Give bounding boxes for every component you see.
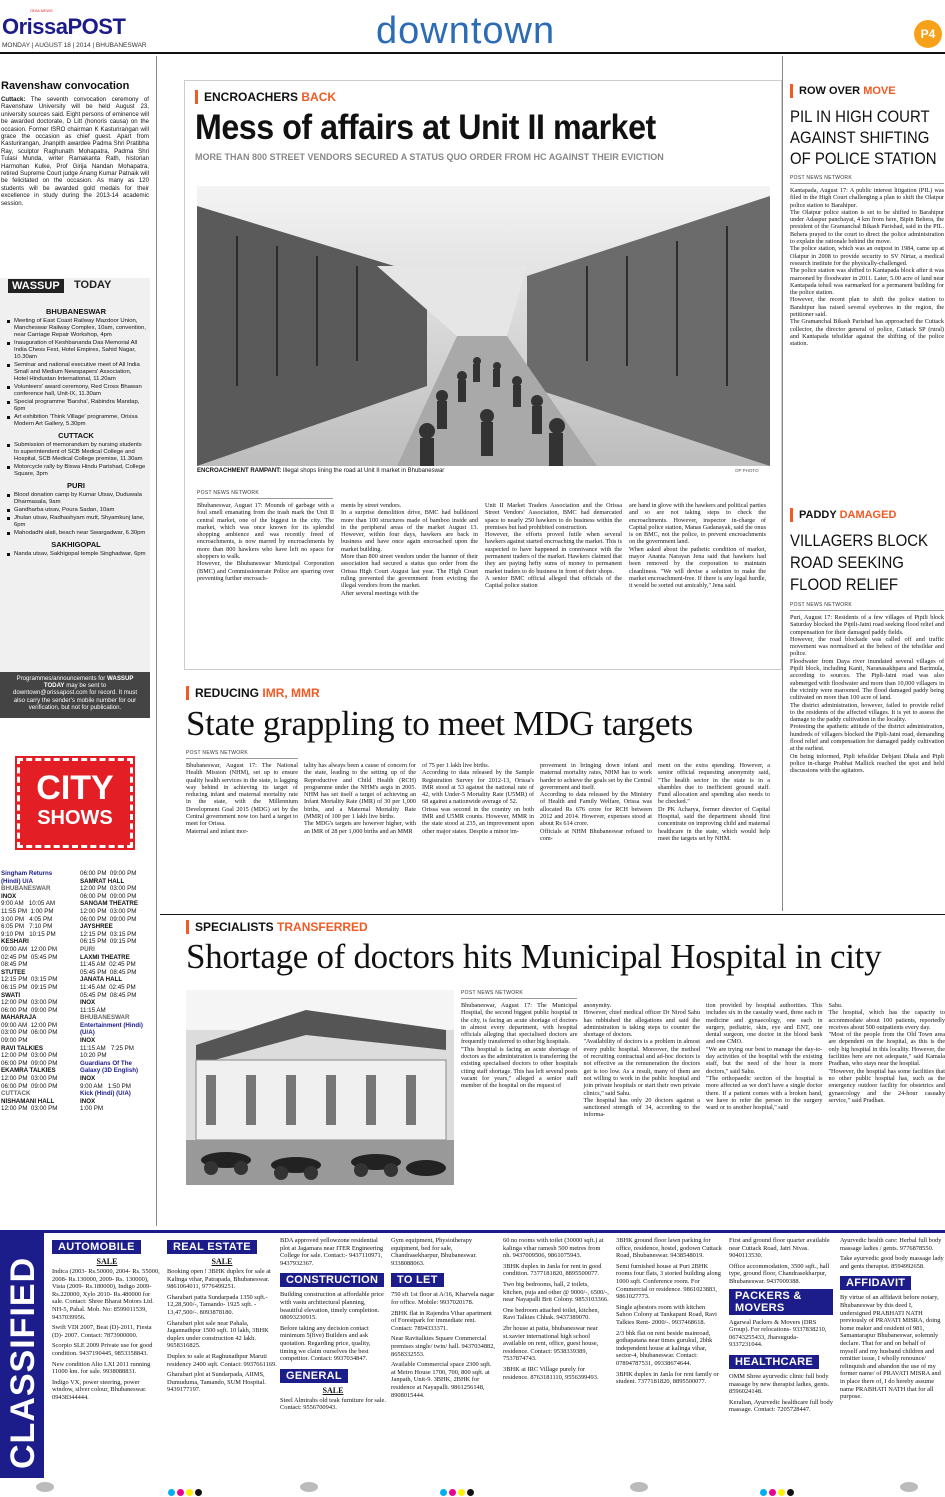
showtime: 08:45 PM <box>1 961 28 969</box>
masthead <box>0 0 945 52</box>
unit2-caption: ENCROACHMENT RAMPANT: Illegal shops lining the road at Unit II market in Bhubaneswar <box>197 468 445 474</box>
showtime: 12:00 PM 03:00 PM <box>80 907 137 915</box>
cls-col6 <box>616 1237 722 1389</box>
showtime: 11:45 AM 02:45 PM <box>80 983 136 991</box>
classified-ad: Agarwal Packers & Movers (DRS Group). For relocations- 9337838210, 06743255433, Jharsuguda- 9337231044. <box>729 1318 827 1349</box>
movie-title: Singham Returns (Hindi) U/A <box>1 870 53 885</box>
wassup-city: SAKHIGOPAL <box>51 540 101 549</box>
wassup-item: Special programme 'Barsha', Rabindra Mandap, 6pm <box>6 399 146 413</box>
unit2-kicker: ENCROACHERS BACK <box>195 90 770 104</box>
showtime: 06:15 PM 09:15 PM <box>80 938 137 946</box>
showtime: 05:45 PM 08:45 PM <box>80 991 137 999</box>
cls-construction: BDA approved yellowzone residential plot at Jagamara near ITER Engineering College for sale. Contact:- 9437110971, 9437932367. CONSTRUCTION Building construction at affordable price with vastu architectural planning, beautiful elevation, timely completion. 08093230915. Before taking any decision contact minimum 5(five) Builders and ask quotation. Regarding price, quality, timing we claim ourselves the best competitor. Contact: 9937034847. GENERAL SALE Steel Almirahs old teak furniture for sale. Contact: 9556700943. <box>280 1237 386 1412</box>
mdg-headline: State grappling to meet MDG targets <box>186 704 693 743</box>
classified-ad: Gharabari plot at Sundarpada, AIIMS, Dumuduma, Tamando, SUM Hospital. 9439177197. <box>167 1371 266 1394</box>
classified-ad: Indica (2003- Rs.50000, 2004- Rs. 55000, 2008- Rs.130000, 2009- Rs. 130000), Vista (2009- Rs.180000), Indigo 2009- Rs.220000, Xylo 2010- Rs.480000 for sale. Contact: Shree Bharat Motors Ltd. NH-5, Pahal. Mob. No: 8599011539, 9437039956. <box>52 1268 160 1321</box>
showtime: 02:45 PM 05:45 PM <box>1 953 58 961</box>
wassup-item: Mahodadhi alati, beach near Swargadwar, 6.30pm <box>6 530 146 537</box>
unit2-headline: Mess of affairs at Unit II market <box>195 108 656 147</box>
wassup-item: Volunteers' award ceremony, Red Cross Bhawan conference hall, Unit-IX, 11.30am <box>6 384 146 398</box>
classified-ad: By virtue of an affidavit before notary, Bhubaneswar by this deed I, undersigned PRABHATI NATH previously of PRAVATI MISRA, doing home maker and resident of 981, Samantarapur Bhubaneswar, solemnly declare. That for and on behalf of myself and my husband children and remitter issue, I wholly renounce/ relinquish and abandon the use of my former name/ of PRAVATI MISRA and in place there of, I do hereby assume name PRABHATI NATH that for all purpose. <box>840 1294 941 1401</box>
showtime: 06:00 PM 09:00 PM <box>1 1006 58 1014</box>
showtime: 1:00 PM <box>80 1105 104 1113</box>
showtime: 12:00 PM 03:00 PM <box>1 999 58 1007</box>
classified-ad: Take ayurvedic good body massage lady and gents therapist. 8594992658. <box>840 1255 944 1270</box>
showtime: 06:15 PM 09:15 PM <box>1 983 58 991</box>
wassup-item: Gandharba utsav, Poura Sadan, 10am <box>6 507 146 514</box>
paper-tagline: ODIA NEWS <box>30 8 53 13</box>
wassup-label: WASSUP <box>8 279 64 293</box>
showtime: 11:45 AM 02:45 PM <box>80 961 136 969</box>
showtime: 9:10 PM 10:15 PM <box>1 930 56 938</box>
classified-ad: Available Commercial space 2300 sqft. at Metro House 1700, 700, 800 sqft. at Janpath, Unit-9. 3BHK, 2BHK for residence at Nayapalli. 9861256148, 8908015444. <box>391 1361 492 1399</box>
cls-tolet: Gym equipment, Physiotherapy equipment, bed for sale, Chandrasekharpur, Bhubaneswar. 9338088063. TO LET 750 sft 1st floor at A/16, Kharvela nagar for office. Mobile: 9937020178. 2BHK flat in Rajendra Vihar apartment of Forestpark for immediate rent. Contact: 7894333371. Near Ravitalkies Square Commercial premises single/ twin/ hall. 9437034882, 8658332553. Available Commercial space 2300 sqft. at Metro House 1700, 700, 800 sqft. at Janpath, Unit-9. 3BHK, 2BHK for residence at Nayapalli. 9861256148, 8908015444. <box>391 1237 496 1399</box>
classified-ad: OMM Shree ayurvedic clinic full body massage by new therapist ladies, gents. 8596024148. <box>729 1372 830 1396</box>
pil-kicker: ROW OVER MOVE <box>790 84 944 98</box>
wassup-note: Programmes/announcements for WASSUP TODAY may be sent to downtown@orissapost.com for record. It must also carry the sender's mobile number for our verification, but not for publication. <box>0 672 150 718</box>
theatre-name: RAVI TALKIES <box>1 1044 44 1052</box>
classified-ad: Two big bedrooms, hall, 2 toilets, kitchen, puja and other @ 9000/-, 6500/-, near Nayapalli Brit Colony. 9853103366. <box>503 1280 609 1304</box>
classified-ad: Before taking any decision contact minimum 5(five) Builders and ask quotation. Regarding price, quality, timing we claim ourselves the best competitor. Contact: 9937034847. <box>280 1324 371 1363</box>
doctors-photo <box>186 990 454 1185</box>
classified-ad: Booking open ! 3BHK duplex for sale at Kalinga vihar, Patrapada, Bhubaneswar. 9861064011, 9776499251. <box>167 1268 271 1291</box>
showtime: 12:15 PM 03:15 PM <box>80 930 137 938</box>
wassup-item: Motorcycle rally by Biswa Hindu Parishad, College Square, 3pm <box>6 464 146 478</box>
theatre-name: EKAMRA TALKIES <box>1 1067 56 1075</box>
theatre-name: JANATA HALL <box>80 976 123 984</box>
wassup-item: Meeting of East Coast Railway Mazdoor Union, Mancheswar Railway Complex, 10am, convention, near Carriage Repair Workshop, 4pm <box>6 318 146 339</box>
classified-ad: 2BHK flat in Rajendra Vihar apartment of Forestpark for immediate rent. Contact: 7894333371. <box>391 1309 492 1332</box>
paddy-kicker: PADDY DAMAGED <box>790 508 944 522</box>
city-name: PURI <box>80 945 95 953</box>
wassup-item: Jhulan utsav, Radhashyam mutt, Shyamkunj lane, 6pm <box>6 515 146 529</box>
city-shows <box>0 758 150 1113</box>
classified-ad: Keralian, Ayurvedic healthcare full body massage. Contact: 7205728447. <box>729 1398 833 1414</box>
classified-ad: 2br house at patia, bhubaneswar near st.xavier international high school available on rent, office, guest house, residence. Contact: 9538339389, 7537874743. <box>503 1324 599 1363</box>
wassup-list <box>6 304 146 559</box>
wassup-city: PURI <box>67 481 85 490</box>
showtime: 05:45 PM 08:45 PM <box>80 968 137 976</box>
movie-title: Entertainment (Hindi) (U/A) <box>80 1021 143 1037</box>
doctors-headline: Shortage of doctors hits Municipal Hospital in city <box>186 937 882 976</box>
theatre-name: INOX <box>80 1097 96 1105</box>
wassup-item: Submission of memorandum by nursing students to superintendent of SCB Medical College and Hospital, SCB Medical College premise, 11.30am <box>6 442 146 463</box>
city-shows-logo: CITY SHOWS <box>17 758 133 848</box>
showtime: 06:00 PM 09:00 PM <box>1 1059 58 1067</box>
classified-ad: Office accommodation, 3500 sqft., hall type, ground floor, Chandrasekharpur, Bhubaneswar. 9437009388. <box>729 1262 830 1285</box>
brief-body: Cuttack: The seventh convocation ceremony of Ravenshaw University will be held August 23, university sources said. Eight persons of eminence will be awarded doctorate, D Litt (honoris causa) on the occasion. Former ISRO chairman K Kasturirangan will grace the occasion as chief guest. Apart from Kasturirangan, Jnanpith awardee Padma Shri Pratibha Ray, sculptor Raghunath Mohapatra, Padma Shri Tulasi Munda, writer Ramakanta Rath, historian Harmohan Kulke, Prof Girija Nandan Mohapatra, retired Supreme Court judge Anang Kumar Patnaik will be felicitated on the occasion. As many as 120 students will be awarded gold medals for their excellence in study during the 2013-14 academic session. <box>1 96 149 207</box>
classified-ad: 3BHK duplex in Janla for rent in good condition. 7377181820, 8895500077. <box>503 1262 602 1278</box>
classified-ad: Semi furnished house at Puri 2BHK rooms four flats, 3 storied building along 1000 sqft. Conference room. For Commercial or residence. 9861023883, 9861027773. <box>616 1262 721 1301</box>
today-label: TODAY <box>74 279 112 291</box>
dateline: MONDAY | AUGUST 18 | 2014 | BHUBANESWAR <box>2 42 147 49</box>
city-name: BHUBANESWAR <box>1 885 51 893</box>
wassup-item: Seminar and national executive meet of All India Small and Medium Newspapers' Association, Hotel Hindustan International, 11.20am <box>6 362 146 383</box>
classified-ad: Gharabari plot sale near Pahala, Jagannathpur 1500 sqft. 10 lakh, 3BHK duplex under construction 42 lakh. 9658316825. <box>167 1319 269 1350</box>
theatre-name: MAHARAJA <box>1 1014 37 1022</box>
city-name: CUTTACK <box>1 1090 31 1098</box>
classified-ad: Single ajbestors room with kitchen Sahoo Colony at Tankapani Road, Ravi Talkies Rent- 2000/-. 9937468618. <box>616 1303 717 1326</box>
wassup-city: CUTTACK <box>58 431 94 440</box>
showtime: 3:00 PM 4:05 PM <box>1 915 53 923</box>
theatre-name: SAMRAT HALL <box>80 877 125 885</box>
classified-ad: 3BHK ground floor lawn parking for office, residence, hostel, godown Cuttack Road, Bhubaneswar. 9438548019. <box>616 1237 722 1260</box>
classified-ad: One bedroom attached toilet, kitchen, Ravi Talkies Chhak. 9437389070. <box>503 1306 600 1322</box>
showtime: 12:15 PM 03:15 PM <box>1 976 58 984</box>
classified-ad: 3BHK at IRC Village purely for residence. 8763181110, 9556399493. <box>503 1365 599 1381</box>
movie-title: Kick (Hindi) (U/A) <box>80 1090 131 1098</box>
classified-label: CLASSIFIED <box>4 1256 42 1469</box>
showtime: 06:00 PM 09:00 PM <box>80 915 137 923</box>
doctors-story <box>186 920 944 978</box>
classified-ad: 60 no rooms with toilet (30000 sqft.) at kalinga vihar ramesh 500 metres from nh. 9437009506, 9861075943. <box>503 1237 604 1260</box>
paddy-headline: VILLAGERS BLOCK ROAD SEEKING FLOOD RELIEF <box>790 531 929 594</box>
showtime: 6:05 PM 7:10 PM <box>1 923 53 931</box>
classified-ad: New condition Alto LXI 2011 running 11000 km. for sale. 9938088831. <box>52 1360 151 1376</box>
doctors-body: POST NEWS NETWORK Bhubaneswar, August 17: The Municipal Hospital, the second biggest public hospital in the city, is facing an acute shortage of doctors in almost every department, with hospital officials alleging that specialised doctors are frequently transferred to other big hospitals. "This hospital is facing an acute shortage of doctors as the administration is transferring the existing specialised doctors to other hospitals citing staff shortage. This has left several posts vacant for years," alleged a senior staff member of the hospital on the request of anonymity. However, chief medical officer Dr Nirod Sahu has rubbished the allegations and said the administration is taking steps to counter the shortage of doctors. "Availability of doctors is a problem in almost every public hospital. Moreover, the method of recruiting contractual and ad-hoc doctors is not effective as the remuneration the doctors get is too low. As a result, many of them are not willing to work in the public hospital and join private hospitals or start their own private clinics," said Sahu. The hospital has only 20 doctors against a sanctioned strength of 34, according to the informa- tion provided by hospital authorities. This includes six in the casualty ward, three each in medicine and gynaecology, one each in surgery, pediatric, skin, eye and ENT, one dental surgeon, one doctor in the blood bank and one CMO. "We are trying our best to manage the day-to-day activities of the hospital with the existing staff, but the need of the hour is more doctors," said Sahu. "The orthopaedic section of the hospital is more affected as we don't have a single doctor there. If a patient comes with a broken hand, we have to refer the person to the surgery ward or to another hospital," said Sahu. The hospital, which has the capacity to accommodate about 100 patients, reportedly receives about 500 outpatients every day. "Most of the people from the Old Town area are dependent on the hospital, as this is the only big hospital in this locality. However, the facilities here are not adequate," said Kamala Pradhan, who stays near the hospital. "However, the hospital has some facilities that no other public hospital has, such as the emergency outdoor facility for obstetrics and gynaecology and the 24-hour casualty service," said Pradhan. <box>461 990 945 1119</box>
theatre-name: LAXMI THEATRE <box>80 953 130 961</box>
movie-title: Guardians Of The Galaxy (3D English) <box>80 1059 139 1075</box>
mdg-kicker: REDUCING IMR, MMR <box>186 686 776 700</box>
wassup-box <box>0 278 150 718</box>
showtime: 03:00 PM 06:00 PM <box>1 1029 58 1037</box>
mdg-story: REDUCING IMR, MMR State grappling to meet MDG targets POST NEWS NETWORK Bhubaneswar, August 17: The National Health Mission (NHM), set up to ensure quality health services in the state, is lagging way behind in achieving its target of reducing infant and maternal mortality rate in the state, with the Millennium Development Goal 2015 (MDG) set by the Central government now too hard a target to meet for Orissa. Maternal and infant mor- tality has always been a cause of concern for the state, leading to the setting up of the Reproductive and Child Health (RCH) programme under the NHM's aegis in 2005. NHM has set itself a target of achieving an Infant Mortality Rate (IMR) of 30 per 1,000 births, and a Maternal Mortality Rate (MMR) of 100 per 1 lakh live births. The MDG's targets are however higher, with an IMR of 28 per 1,000 births and an MMR of 75 per 1 lakh live births. According to data released by the Sample Registration Survey for 2012-13, Orissa's IMR stood at 53 against the national rate of 42, with Under-5 Mortality Rate (U5MR) of 68 against a nationwide average of 52. Orissa was second in the country on both IMR and U5MR counts. However, MMR in the state stood at 235, an improvement upon other major states. Despite a minor im- provement in bringing down infant and maternal mortality rates, NHM has to work harder to achieve the goals set by the Central government and itself. According to data released by the Ministry of Health and Family Welfare, Orissa was allocated Rs 676 crore for RCH between 2012 and 2014. However, expenses stood at about Rs 614 crore. Officials at NHM Bhubaneswar refused to com- ment on the extra spending. However, a senior official requesting anonymity said, "The health sector in the state is in a shambles due to inefficient ground staff. Fund allocation and spending also needs to be checked." Dr PK Acharya, former director of Capital Hospital, said the department should first concentrate on improving child and maternal healthcare in the state, which would help meet the targets set by NHM. <box>186 686 776 842</box>
classified-ad: 750 sft 1st floor at A/16, Kharvela nagar for office. Mobile: 9937020178. <box>391 1291 495 1306</box>
theatre-name: JAYSHREE <box>80 923 113 931</box>
classified-ad: Gharabari patta Sundarpada 1350 sqft.- 12,28,500/-, Tamando- 1925 sqft. - 13,47,500/-. 8093878180. <box>167 1293 268 1316</box>
showtime: 9:00 AM 10:05 AM <box>1 900 56 908</box>
page-number: P4 <box>914 20 942 48</box>
classified-ad: Steel Almirahs old teak furniture for sale. Contact: 9556700943. <box>280 1396 386 1412</box>
cls-automobile: AUTOMOBILE SALE Indica (2003- Rs.50000, 2004- Rs. 55000, 2008- Rs.130000, 2009- Rs. 130000), Vista (2009- Rs.180000), Indigo 2009- Rs.220000, Xylo 2010- Rs.480000 for sale. Contact: Shree Bharat Motors Ltd. NH-5, Pahal. Mob. No: 8599011539, 9437039956. Swift VDI 2007, Beat (D)-2011, Fiesta (D)- 2007. Contact: 7873900000. Scorpio SLE 2009 Private use for good condition. 9437190445, 9853358843. New condition Alto LXI 2011 running 11000 km. for sale. 9938088831. Indigo VX, power steering, power window, silver colour, Bhubaneswar. 09438344444. <box>52 1237 162 1405</box>
paper-logo: OrissaPOST <box>2 14 126 39</box>
cls-col7: First and ground floor quarter available near Cuttack Road, Jatri Nivas. 9040113530. Office accommodation, 3500 sqft., hall type, ground floor, Chandrasekharpur, Bhubaneswar. 9437009388. PACKERS & MOVERS Agarwal Packers & Movers (DRS Group). For relocations- 9337838210, 06743255433, Jharsuguda- 9337231044. HEALTHCARE OMM Shree ayurvedic clinic full body massage by new therapist ladies, gents. 8596024148. Keralian, Ayurvedic healthcare full body massage. Contact: 7205728447. <box>729 1237 833 1414</box>
showtime: 06:00 PM 09:00 PM <box>1 1082 58 1090</box>
cls-col5 <box>503 1237 609 1384</box>
theatre-name: STUTEE <box>1 968 26 976</box>
showtime: 12:00 PM 03:00 PM <box>80 885 137 893</box>
theatre-name: SANGAM THEATRE <box>80 900 138 908</box>
showtime: 11:55 PM 1:00 PM <box>1 907 54 915</box>
pil-story: ROW OVER MOVE PIL IN HIGH COURT AGAINST SHIFTING OF POLICE STATION POST NEWS NETWORK Kantapada, August 17: A public interest litigation (PIL) was filed in the High Court challenging a plan to shift the Olatpur police station to Barahipur. The Olatpur police station is set to be shifted to Barahipur under Adaspur panchayat, 4 km from here, Bipin Behera, the president of the Gramanchal Bikash Parishad, said in the PIL. Behera prayed to the court to direct the police administration to explain the rationale behind the move. The police station, which was an outpost in 1984, came up at Olatpur in 2008 to provide security to SV Nirtar, a medical research institute for the physically-challenged. The police station was shifted to Kantapada block after it was marooned by floodwater in 2011. Later, 5.00 acre of land near Kantapada tehsil was earmarked for a permanent building for the police station. However, the recent plan to shift the police station to Barahipur has raised several eyebrows in the region, the petitioner said. The Gramanchal Bikash Parishad has approached the Cuttack collector, the director general of police, Cuttack SP (rural) and Kantapada tehsildar against the shifting of the police station. <box>790 85 944 348</box>
brief-title: Ravenshaw convocation <box>1 80 130 92</box>
classified-ad: First and ground floor quarter available near Cuttack Road, Jatri Nivas. 9040113530. <box>729 1237 830 1260</box>
unit2-frame <box>184 80 782 670</box>
classified-ad: Scorpio SLE 2009 Private use for good condition. 9437190445, 9853358843. <box>52 1342 153 1357</box>
cls-col8: Ayurvedic health care: Herbal full body massage ladies / gents. 9776878550. Take ayurvedic good body massage lady and gents therapist. 8594992658. AFFIDAVIT By virtue of an affidavit before notary, Bhubaneswar by this deed I, undersigned PRABHATI NATH previously of PRAVATI MISRA, doing home maker and resident of 981, Samantarapur Bhubaneswar, solemnly declare. That for and on behalf of myself and my husband children and remitter issue, I wholly renounce/ relinquish and abandon the use of my former name/ of PRAVATI MISRA and in place there of, I do hereby assume name PRABHATI NATH that for all purpose. <box>840 1237 944 1401</box>
showtime: 10:20 PM <box>80 1052 107 1060</box>
showtime: 09:00 PM <box>1 1037 28 1045</box>
theatre-name: INOX <box>80 1037 96 1045</box>
showtime: 06:00 PM 09:00 PM <box>80 870 137 877</box>
showtime: 11:15 AM 7:25 PM <box>80 1044 134 1052</box>
unit2-body: POST NEWS NETWORK Bhubaneswar, August 17: Mounds of garbage with a foul smell emanating from the trash mark the Unit II central market, one of the biggest in the city. The market, which was once known for its splendid shopping ambience and was recently freed of encroachments, is now marred by encroachments by more than 800 hawkers who have left no space for shoppers to walk. However, the Bhubaneswar Municipal Corporation (BMC) and Commissionerate Police are sparring over preventing further encroach- ments by street vendors. In a surprise demolition drive, BMC had bulldozed more than 100 structures made of bamboo inside and in the peripheral areas of the market August 13. However, within four days, hawkers are back in business and have once again encroached upon the market building. More than 800 street vendors under the banner of their association had secured a status quo order from the Orissa High Court August last year. The High Court ruling prevented the government from evicting the illegal vendors from the market. After several meetings with the Unit II Market Traders Association and the Orissa Street Vendors' Association, BMC had demarcated space to nearly 250 hawkers to do business within the premises but had prohibited construction. However, the efforts proved futile when several hawkers against started encroaching the market. This is suspected to have happened in connivance with the permanent traders of the market. Hawkers claimed that they are paying hefty sums of money to permanent market traders to do business in front of their shops. A senior BMC official alleged that officials of the Capital police station are hand in glove with the hawkers and political parties and so are not taking steps to check the encroachments. However, inspector in-charge of Capital police station, Manas Gadanayak, said the onus is on BMC, not the police, to prevent encroachments on the government land. When asked about the pathetic condition of market, mayor Ananta Narayan Jena said that hawkers had been removed by the corporation to maintain cleanliness. "We will devise a solution to make the market encroachment-free. If there is any legal hurdle, it would be sorted out amicably," Jena said. <box>197 490 766 597</box>
showtime: 09:00 AM 12:00 PM <box>1 945 58 953</box>
unit2-deck: MORE THAN 800 STREET VENDORS SECURED A STATUS QUO ORDER FROM HC AGAINST THEIR EVICTION <box>195 152 664 162</box>
classified-ad: Building construction at affordable price with vastu architectural planning, beautiful elevation, timely completion. 08093230915. <box>280 1291 384 1322</box>
classified-ad: Ayurvedic health care: Herbal full body massage ladies / gents. 9776878550. <box>840 1237 942 1252</box>
classified-ad: Swift VDI 2007, Beat (D)-2011, Fiesta (D)- 2007. Contact: 7873900000. <box>52 1324 152 1339</box>
pil-headline: PIL IN HIGH COURT AGAINST SHIFTING OF POLICE STATION <box>790 107 937 168</box>
theatre-name: KESHARI <box>1 938 29 946</box>
showtimes-left <box>1 870 73 1113</box>
wassup-item: Inauguration of Keshbananda Das Memorial All India Chess Fest, Hotel Empires, Sahid Nagar, 10.30am <box>6 340 146 361</box>
classified-ad: Duplex to sale at Raghunathpur Maruti residency 2400 sqft. Contact: 9937661169. <box>167 1352 277 1368</box>
theatre-name: INOX <box>1 892 17 900</box>
ravenshaw-brief <box>1 80 149 207</box>
classified-band <box>0 1230 945 1475</box>
wassup-city: BHUBANESWAR <box>46 307 106 316</box>
showtime: 06:00 PM 09:00 PM <box>80 892 137 900</box>
classified-ad: Indigo VX, power steering, power window, silver colour, Bhubaneswar. 09438344444. <box>52 1378 147 1401</box>
showtime: 9:00 AM 1:50 PM <box>80 1082 131 1090</box>
cls-realestate: REAL ESTATE SALE Booking open ! 3BHK duplex for sale at Kalinga vihar, Patrapada, Bhubaneswar. 9861064011, 9776499251. Gharabari patta Sundarpada 1350 sqft.- 12,28,500/-, Tamando- 1925 sqft. - 13,47,500/-. 8093878180. Gharabari plot sale near Pahala, Jagannathpur 1500 sqft. 10 lakh, 3BHK duplex under construction 42 lakh. 9658316825. Duplex to sale at Raghunathpur Maruti residency 2400 sqft. Contact: 9937661169. Gharabari plot at Sundarpada, AIIMS, Dumuduma, Tamando, SUM Hospital. 9439177197. <box>167 1241 277 1394</box>
showtime: 12:00 PM 03:00 PM <box>1 1052 58 1060</box>
classified-ad: 2/3 bhk flat on rent beside mainroad, gothapatana near times gurukul, 2bhk independent house at kalinga vihar, sector-4, bhubaneswar. Contact: 07894787531, 09338674644. <box>616 1329 713 1367</box>
theatre-name: INOX <box>80 1075 96 1083</box>
classified-ad: Near Ravitalkies Square Commercial premises single/ twin/ hall. 9437034882, 8658332553. <box>391 1335 496 1358</box>
doctors-kicker: SPECIALISTS TRANSFERRED <box>186 920 944 934</box>
theatre-name: SWATI <box>1 991 21 999</box>
wassup-item: Art exhibition 'Think Village' programme, Orissa Modern Art Gallery, 5.30pm <box>6 414 146 428</box>
section-title: downtown <box>376 10 556 52</box>
showtime: 11:15 AM <box>80 1006 106 1014</box>
photo-credit: OP PHOTO <box>735 468 759 473</box>
city-name: BHUBANESWAR <box>80 1014 130 1022</box>
wassup-item: Nanda utsav, Sakhigopal temple Singhadwar, 6pm <box>6 551 146 558</box>
paddy-story: PADDY DAMAGED VILLAGERS BLOCK ROAD SEEKING FLOOD RELIEF POST NEWS NETWORK Puri, August 17: Residents of a few villages of Pipili block Saturday blocked the Pipili-Jatni road seeking flood relief and compensation for their damaged paddy fields. However, the road blockade was called off and traffic movement was normalised at the behest of the tehsildar and police. Floodwater from Daya river inundated several villages of Pipili block, including Kanti, Naranasakhpara and Barimula, according to sources. The Pipli-Jatni road was also submerged with floodwater and more than 10,000 villagers in the vicinity were marooned. The flood damaged paddy being cultivated on more than 100 acre of land. The district administration, however, failed to provide relief to the residents of the affected villages. It is yet to assess the damage to the paddy cultivation in the locality. Protesting the apathetic attitude of the district administration, hundreds of villagers blocked the Pipli-Jatni road, demanding flood relief and compensation for damaged paddy cultivation at the earliest. On being informed, Pipli tehsildar Debjani Dhala and Pipli police in-charge Prabhat Mallick reached the spot and held discussions with the agitators. <box>790 509 944 775</box>
showtimes-right <box>80 870 150 1113</box>
theatre-name: NISHAMANI HALL <box>1 1097 55 1105</box>
wassup-item: Blood donation camp by Kumar Utsav, Duduwala Dharmasala, 9am <box>6 492 146 506</box>
theatre-name: INOX <box>80 999 96 1007</box>
print-marks <box>0 1480 945 1497</box>
showtime: 12:00 PM 03:00 PM <box>1 1105 58 1113</box>
classified-ad: 3BHK duplex in Janla for rent family or student. 7377181820, 8895500077. <box>616 1370 719 1386</box>
showtime: 09:00 AM 12:00 PM <box>1 1021 58 1029</box>
showtime: 12:00 PM 03:00 PM <box>1 1075 58 1083</box>
